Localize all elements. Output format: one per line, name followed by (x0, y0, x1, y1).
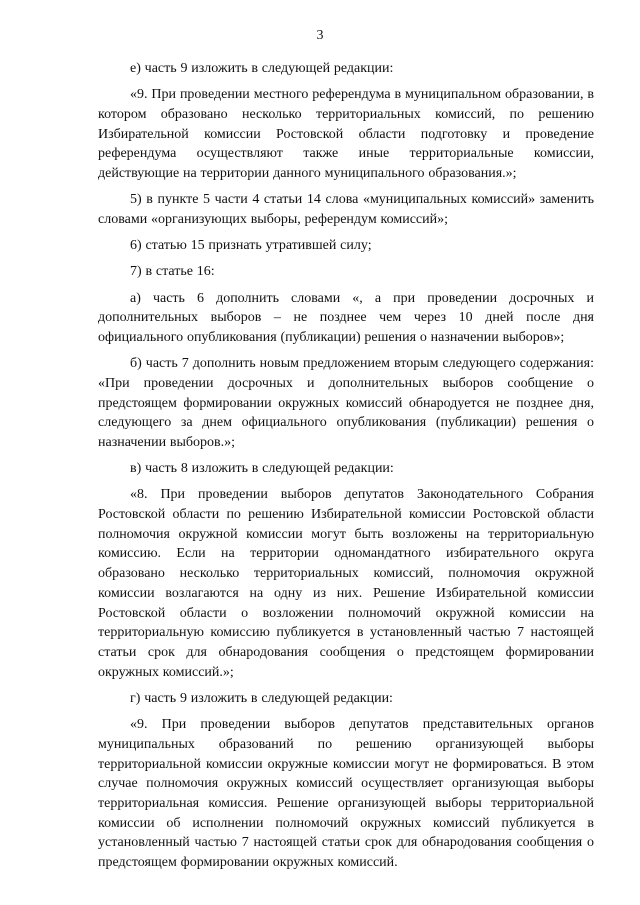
paragraph-item6: 6) статью 15 признать утратившей силу; (130, 238, 372, 254)
paragraph-quote-part9: «9. При проведении местного референдума в муниципальном образовании, в котором образовано несколько территориальных комиссий, по решению Избирательной комиссии Ростовской области подготовку и проведение референдума осуществляют также иные территориальные комиссии, действующие на территории данного муниципального образования.»; (98, 87, 594, 182)
paragraph-a-part6: а) часть 6 дополнить словами «, а при проведении досрочных и дополнительных выборов – не позднее чем через 10 дней после дня официального опубликования (публикации) решения о назначении выборов»; (98, 290, 594, 345)
document-body (98, 59, 594, 879)
paragraph-g-part9: г) часть 9 изложить в следующей редакции: (130, 690, 393, 706)
paragraph-b-part7: б) часть 7 дополнить новым предложением вторым следующего содержания: «При проведении досрочных и дополнительных выборов сообщение о предстоящем формировании окружных комиссий обнародуется не позднее дня, следующего за днем официального опубликования (публикации) решения о назначении выборов.»; (98, 356, 594, 450)
paragraph-v-part8: в) часть 8 изложить в следующей редакции: (130, 461, 394, 477)
paragraph-quote-part8: «8. При проведении выборов депутатов Законодательного Собрания Ростовской области по решению Избирательной комиссии Ростовской области полномочия окружной комиссии могут быть возложены на территориальную комиссию. Если на территории одномандатного избирательного округа образовано несколько территориальных комиссий, полномочия окружной комиссии возлагаются на одну из них. Решение Избирательной комиссии Ростовской области о возложении полномочий окружной комиссии на территориальную комиссию публикуется в установленный частью 7 настоящей статьи срок для обнародования сообщения о предстоящем формировании окружных комиссий.»; (98, 487, 594, 680)
paragraph-e-part9: е) часть 9 изложить в следующей редакции: (130, 61, 394, 76)
paragraph-quote-part9-municipal: «9. При проведении выборов депутатов представительных органов муниципальных образований по решению организующей выборы территориальной комиссии окружные комиссии могут не формироваться. В этом случае полномочия окружных комиссий осуществляет организующая выборы территориальная комиссия. Решение организующей выборы территориальной комиссии об исполнении полномочий окружных комиссий публикуется в установленный частью 7 настоящей статьи срок для обнародования сообщения о предстоящем формировании окружных комиссий. (98, 717, 594, 871)
paragraph-item7: 7) в статье 16: (130, 264, 215, 280)
page-number: 3 (316, 28, 324, 43)
paragraph-item5: 5) в пункте 5 части 4 статьи 14 слова «муниципальных комиссий» заменить словами «организующих выборы, референдум комиссий»; (98, 192, 594, 227)
